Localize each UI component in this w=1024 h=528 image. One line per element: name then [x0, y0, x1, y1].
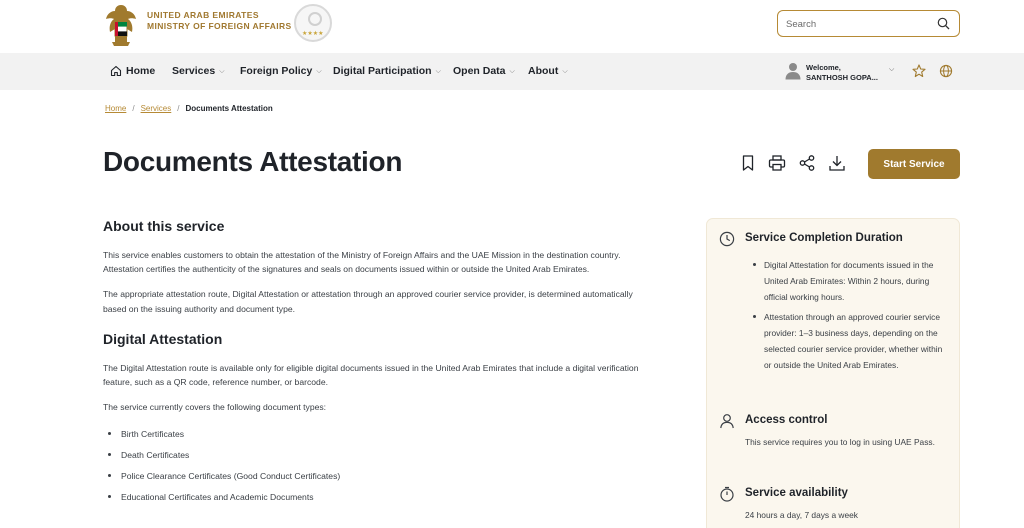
breadcrumb-services[interactable]: Services — [140, 104, 172, 113]
service-description — [103, 218, 648, 512]
search-box[interactable] — [777, 10, 960, 37]
quality-seal-icon: ★★★★ — [294, 4, 332, 42]
search-input[interactable] — [786, 16, 926, 32]
chevron-down-icon: ⌵ — [219, 68, 225, 75]
about-paragraph-2: The appropriate attestation route, Digital Attestation or attestation through an approved courier service provider, is determined automatically based on the issuing authority and document type. — [103, 289, 633, 314]
access-text: This service requires you to log in using UAE Pass. — [745, 437, 935, 447]
service-info-panel — [706, 218, 960, 528]
download-icon[interactable] — [828, 154, 846, 172]
availability-heading: Service availability — [745, 487, 848, 499]
nav-digital-participation[interactable]: Digital Participation ⌵ — [333, 65, 441, 77]
bookmark-icon[interactable] — [739, 154, 757, 172]
breadcrumb: Home / Services / Documents Attestation — [105, 104, 273, 113]
list-item: Police Clearance Certificates (Good Conduct Certificates) — [103, 470, 648, 491]
user-icon — [719, 413, 735, 429]
top-header — [0, 0, 1024, 52]
about-paragraph-1: This service enables customers to obtain the attestation of the Ministry of Foreign Affairs and the UAE Mission in the destination country. Attestation certifies the authenticity of the signatures and seals on documents issued within or outside the United Arab Emirates. — [103, 250, 621, 275]
user-welcome[interactable]: Welcome, SANTHOSH GOPA... — [806, 63, 878, 82]
list-item: Death Certificates — [103, 449, 648, 470]
chevron-down-icon: ⌵ — [509, 68, 515, 75]
page-title: Documents Attestation — [103, 146, 403, 177]
list-item: Educational Certificates and Academic Documents — [103, 491, 648, 512]
duration-list — [745, 257, 950, 377]
digital-heading: Digital Attestation — [103, 330, 223, 347]
access-heading: Access control — [745, 414, 828, 426]
chevron-down-icon: ⌵ — [316, 68, 322, 75]
breadcrumb-current: Documents Attestation — [185, 104, 273, 113]
globe-icon[interactable] — [939, 64, 953, 78]
share-icon[interactable] — [798, 154, 816, 172]
star-icon[interactable] — [912, 64, 926, 78]
list-item: Digital Attestation for documents issued in the United Arab Emirates: Within 2 hours, during official working hours. — [745, 257, 950, 305]
list-item: Birth Certificates — [103, 428, 648, 449]
nav-about[interactable]: About ⌵ — [528, 65, 568, 77]
nav-services[interactable]: Services ⌵ — [172, 65, 225, 77]
chevron-down-icon: ⌵ — [562, 68, 568, 75]
uae-emblem-icon[interactable] — [103, 2, 139, 48]
nav-foreign-policy[interactable]: Foreign Policy ⌵ — [240, 65, 322, 77]
search-icon[interactable] — [937, 17, 950, 30]
digital-paragraph-1: The Digital Attestation route is available only for eligible digital documents issued in the United Arab Emirates that include a digital verification feature, such as a QR code, reference number, or barcode. — [103, 362, 639, 388]
availability-text: 24 hours a day, 7 days a week — [745, 510, 858, 520]
print-icon[interactable] — [768, 154, 786, 172]
avatar-icon[interactable] — [785, 62, 801, 80]
document-types-list — [103, 428, 648, 512]
about-heading: About this service — [103, 218, 225, 234]
duration-heading: Service Completion Duration — [745, 232, 903, 244]
home-icon[interactable] — [110, 65, 122, 77]
clock-icon — [719, 231, 735, 247]
ministry-name: UNITED ARAB EMIRATES MINISTRY OF FOREIGN AFFAIRS — [147, 10, 292, 31]
chevron-down-icon: ⌵ — [435, 68, 441, 75]
nav-home[interactable]: Home — [126, 65, 156, 77]
nav-open-data[interactable]: Open Data ⌵ — [453, 65, 515, 77]
user-menu-chevron-down-icon[interactable]: ⌵ — [889, 66, 895, 73]
start-service-button[interactable]: Start Service — [868, 149, 960, 179]
list-item: Attestation through an approved courier service provider: 1–3 business days, depending on the selected courier service provider, whether within or outside the United Arab Emirates. — [745, 309, 950, 373]
breadcrumb-home[interactable]: Home — [105, 104, 127, 113]
digital-paragraph-2: The service currently covers the following document types: — [103, 402, 327, 413]
stopwatch-icon — [719, 486, 735, 502]
